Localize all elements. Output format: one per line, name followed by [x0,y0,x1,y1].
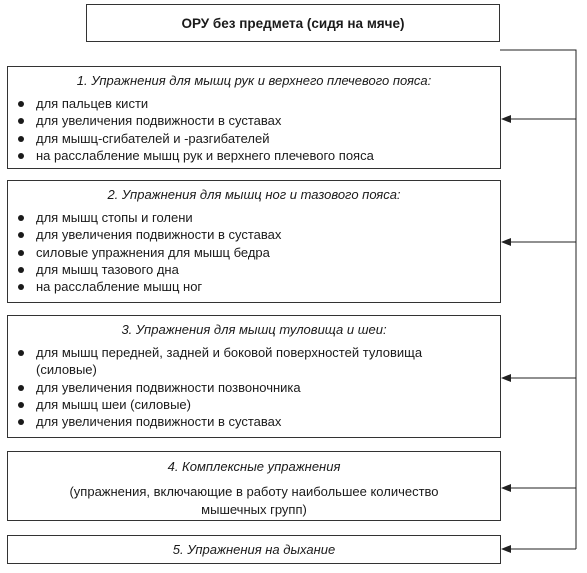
section-1-box [7,66,501,169]
list-item: для пальцев кисти [8,95,500,112]
section-1-list [8,95,500,164]
list-item: для мышц шеи (силовые) [8,396,500,413]
list-item: для увеличения подвижности позвоночника [8,379,500,396]
list-item: для мышц тазового дна [8,261,500,278]
main-title-box [86,4,500,42]
section-5-title: 5. Упражнения на дыхание [172,541,336,557]
list-item: силовые упражнения для мышц бедра [8,244,500,261]
list-item: на расслабление мышц ног [8,278,500,295]
section-2-box [7,180,501,303]
section-4-box [7,451,501,521]
section-3-box [7,315,501,438]
list-item: для мышц стопы и голени [8,209,500,226]
section-2-title: 2. Упражнения для мышц ног и тазового пояса: [107,187,401,202]
list-item: для мышц передней, задней и боковой поверхностей туловища (силовые) [8,344,500,379]
section-3-title: 3. Упражнения для мышц туловища и шеи: [121,322,387,337]
list-item: для увеличения подвижности в суставах [8,112,500,129]
section-1-title: 1. Упражнения для мышц рук и верхнего плечевого пояса: [76,73,432,88]
section-4-description: (упражнения, включающие в работу наибольшее количество мышечных групп) [69,484,439,517]
list-item: для мышц-сгибателей и -разгибателей [8,130,500,147]
section-5-box [7,535,501,564]
list-item: для увеличения подвижности в суставах [8,413,500,430]
section-3-list [8,344,500,430]
section-4-title: 4. Комплексные упражнения [167,459,341,474]
section-2-list [8,209,500,295]
main-title: ОРУ без предмета (сидя на мяче) [181,15,405,31]
list-item: на расслабление мышц рук и верхнего плечевого пояса [8,147,500,164]
list-item: для увеличения подвижности в суставах [8,226,500,243]
trunk-line [500,50,576,549]
